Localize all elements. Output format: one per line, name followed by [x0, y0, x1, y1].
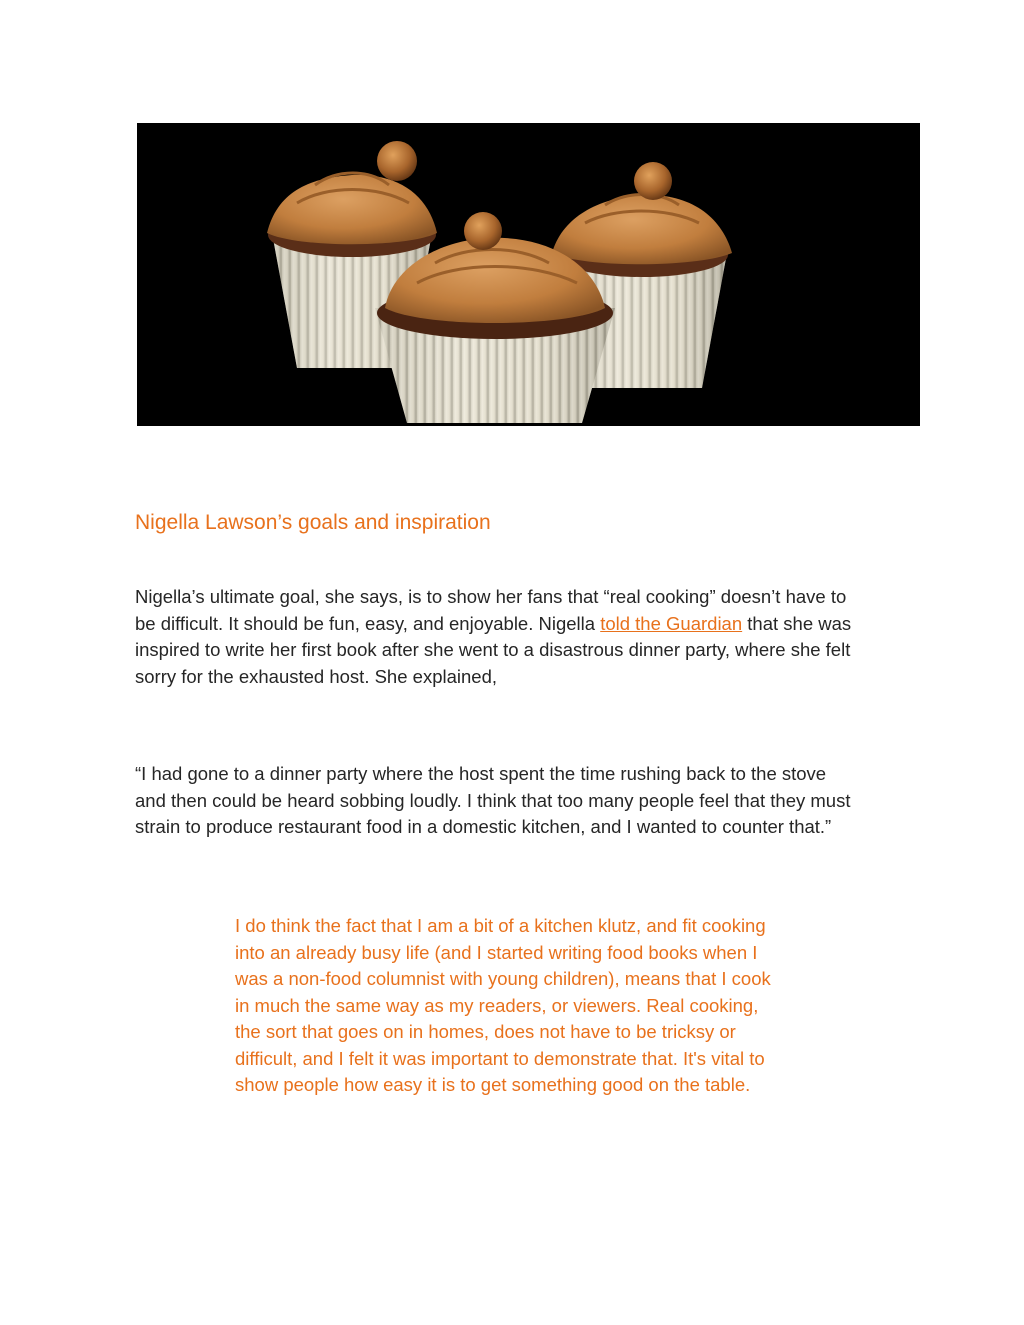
paragraph-text: Nigella’s ultimate goal, she says, is to show her fans that “real cooking” doesn’t have to be difficult. It should be fun, easy, and enjoyable. Nigella [135, 586, 847, 634]
article-heading: Nigella Lawson’s goals and inspiration [135, 511, 491, 534]
guardian-link[interactable]: told the Guardian [600, 612, 743, 634]
article-paragraph [135, 584, 855, 690]
paragraph-text: that she was inspired to write her first book after she went to a disastrous dinner party, where she felt sorry for the exhausted host. She explained, [135, 612, 852, 687]
article-quote-paragraph: “I had gone to a dinner party where the host spent the time rushing back to the stove and then could be heard sobbing loudly. I think that too many people feel that they must strain to produce restaurant food in a domestic kitchen, and I wanted to counter that.” [135, 763, 851, 838]
pull-quote: I do think the fact that I am a bit of a kitchen klutz, and fit cooking into an already busy life (and I started writing food books when I was a non-food columnist with young children), means that I cook in much the same way as my readers, or viewers. Real cooking, the sort that goes on in homes, does not have to be tricksy or difficult, and I felt it was important to demonstrate that. It's vital to show people how easy it is to get something good on the table. [235, 915, 771, 1095]
cupcakes-photo [137, 123, 920, 426]
hero-image [137, 123, 920, 426]
